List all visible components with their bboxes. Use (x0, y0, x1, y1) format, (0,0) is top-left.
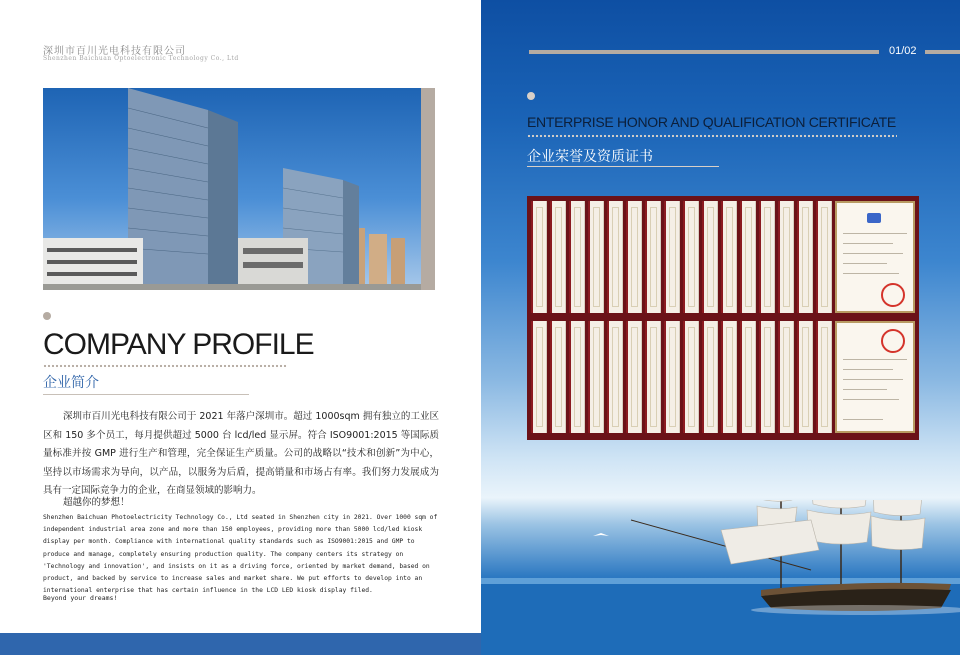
certificate-text-line (843, 389, 887, 390)
certificate (778, 321, 794, 433)
sailing-ship-illustration (481, 500, 960, 655)
certificate (550, 201, 566, 313)
certificate-emblem (867, 213, 881, 223)
certificate (588, 321, 604, 433)
company-name-cn: 深圳市百川光电科技有限公司 (43, 46, 186, 57)
certificate-wall (527, 196, 919, 440)
red-seal (881, 329, 905, 353)
seagull-icon (593, 533, 609, 536)
company-name-en: Shenzhen Baichuan Optoelectronic Technology Co., Ltd (43, 55, 239, 62)
certificate (740, 321, 756, 433)
certificate (531, 201, 547, 313)
certificate-title-cn: 企业荣誉及资质证书 (527, 149, 653, 165)
certificate (607, 321, 623, 433)
certificate-title: ENTERPRISE HONOR AND QUALIFICATION CERTIFICATE (527, 114, 896, 130)
certificate-row (527, 318, 919, 436)
certificate-text-line (843, 253, 903, 254)
certificate (645, 321, 661, 433)
company-profile-title: COMPANY PROFILE (43, 328, 314, 361)
intro-paragraph-cn: 深圳市百川光电科技有限公司于 2021 年落户深圳市。超过 1000sqm 拥有独立的工业区区和 150 多个员工，每月提供超过 5000 台 lcd/led 显示屏。符合 ISO9001:2015 等国际质量标准并按 GMP 进行生产和管理，完全保证生产质量。公司的战略以“技术和创新”为中心，坚持以市场需求为导向，以产品，以服务为后盾，提高销量和市场占有率。我们努力发展成为具有一定国际竞争力的企业，在商显领域的影响力。 (43, 411, 439, 496)
certificate-text-line (843, 419, 883, 420)
certificate-text-line (843, 233, 907, 234)
certificate (607, 201, 623, 313)
company-profile-title-cn: 企业简介 (43, 375, 99, 391)
intro-paragraph-en: Shenzhen Baichuan Photoelectricity Technology Co., Ltd seated in Shenzhen city in 2021. Over 1000 sqm of independent industrial area zone and more than 150 employees, providing more than 5000 lcd/led kiosk display per month. Compliance with international quality standards such as ISO9001:2015 and GMP to produce and manage, completely ensuring production quality. The company centers its strategy on 'Technology and innovation', and insists on it as a driving force, oriented by market demand, based on product, and backed by service to increase sales and market share. We put efforts to develop into an international enterprise that has certain influence in the LCD LED kiosk display filed. (43, 514, 438, 595)
certificate-text-line (843, 399, 899, 400)
certificate (626, 321, 642, 433)
certificate (569, 321, 585, 433)
certificate (759, 201, 775, 313)
certificate (683, 201, 699, 313)
certificate (664, 321, 680, 433)
certificate (721, 201, 737, 313)
certificate (797, 321, 813, 433)
patent-certificate (835, 201, 915, 313)
building-illustration (43, 88, 421, 290)
certificate-row (527, 198, 919, 316)
title-underline (43, 394, 249, 395)
building-photo (43, 88, 421, 290)
certificate (721, 321, 737, 433)
header-rule (529, 50, 879, 54)
left-footer-band (0, 633, 481, 655)
photo-accent-strip (421, 88, 435, 290)
section-bullet (43, 312, 51, 320)
certificate-text-line (843, 263, 887, 264)
certificate (626, 201, 642, 313)
certificate (531, 321, 547, 433)
certificate (683, 321, 699, 433)
certificate (702, 321, 718, 433)
certificate (588, 201, 604, 313)
certificate (816, 321, 832, 433)
certificate-text-line (843, 243, 893, 244)
certificate (797, 201, 813, 313)
page-number: 01/02 (889, 45, 917, 57)
certificate (645, 201, 661, 313)
section-bullet (527, 92, 535, 100)
certificate (702, 201, 718, 313)
certificate (664, 201, 680, 313)
certificate (569, 201, 585, 313)
certificate (816, 201, 832, 313)
certificate (759, 321, 775, 433)
certificate-text-line (843, 359, 907, 360)
certificate-text-line (843, 379, 903, 380)
certificate (778, 201, 794, 313)
certificate-text-line (843, 369, 893, 370)
title-dotted-rule (527, 134, 897, 139)
header-rule-end (925, 50, 960, 54)
slogan-en: Beyond your dreams! (43, 594, 118, 602)
title-underline (527, 166, 719, 167)
slogan-cn: 超越你的梦想！ (63, 497, 130, 508)
right-page (481, 0, 960, 655)
red-seal (881, 283, 905, 307)
title-dotted-rule (43, 364, 287, 369)
certificate-text-line (843, 273, 899, 274)
certificate (550, 321, 566, 433)
certificate (740, 201, 756, 313)
patent-certificate (835, 321, 915, 433)
